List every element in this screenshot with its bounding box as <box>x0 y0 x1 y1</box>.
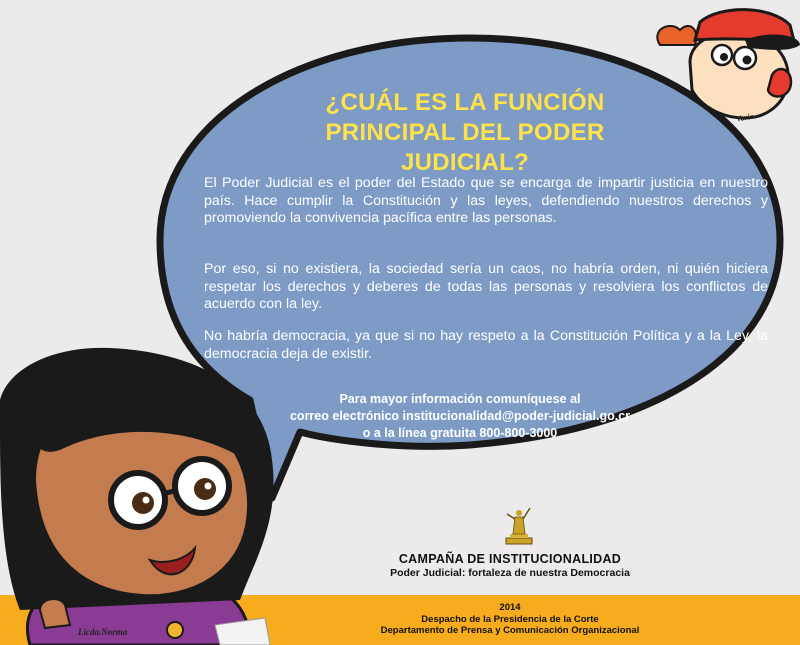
campaign-block <box>345 552 675 580</box>
office-label: Despacho de la Presidencia de la Corte <box>421 613 599 625</box>
department-block <box>345 602 675 637</box>
signature-left: Licda.Norma <box>78 627 128 637</box>
paragraph-2: Por eso, si no existiera, la sociedad sería un caos, no habría orden, ni quién hiciera respetar los derechos y deberes de todas las personas y resolviera los conflictos de acuerdo con la ley. <box>204 261 768 313</box>
paragraph-3: No habría democracia, ya que si no hay respeto a la Constitución Política y a la Ley, la democracia deja de existir. <box>204 328 768 362</box>
contact-phone-line[interactable]: o a la línea gratuita 800-800-3000 <box>362 426 558 440</box>
page-title <box>300 88 630 178</box>
contact-line-1: Para mayor información comuníquese al <box>339 392 581 406</box>
year-label: 2014 <box>499 602 521 613</box>
campaign-subtitle: Poder Judicial: fortaleza de nuestra Democracia <box>390 567 630 579</box>
contact-email-line[interactable]: correo electrónico institucionalidad@poder-judicial.go.cr <box>289 409 631 423</box>
justice-statue-emblem-icon <box>500 504 538 546</box>
campaign-title: CAMPAÑA DE INSTITUCIONALIDAD <box>398 552 622 566</box>
boy-with-cap-character <box>657 10 800 118</box>
contact-info <box>250 391 670 442</box>
title-line-1: ¿CUÁL ES LA FUNCIÓN <box>325 89 605 116</box>
department-label: Departamento de Prensa y Comunicación Organizacional <box>380 625 640 636</box>
signature-right: Vario <box>735 111 755 124</box>
title-line-2: PRINCIPAL DEL PODER JUDICIAL? <box>325 119 605 176</box>
girl-with-glasses-character <box>0 348 274 645</box>
paragraph-1: El Poder Judicial es el poder del Estado que se encarga de impartir justicia en nuestro país. Hace cumplir la Constitución y las leyes, defendiendo nuestros derechos y promoviendo la convivencia pacífica entre las personas. <box>204 175 768 227</box>
